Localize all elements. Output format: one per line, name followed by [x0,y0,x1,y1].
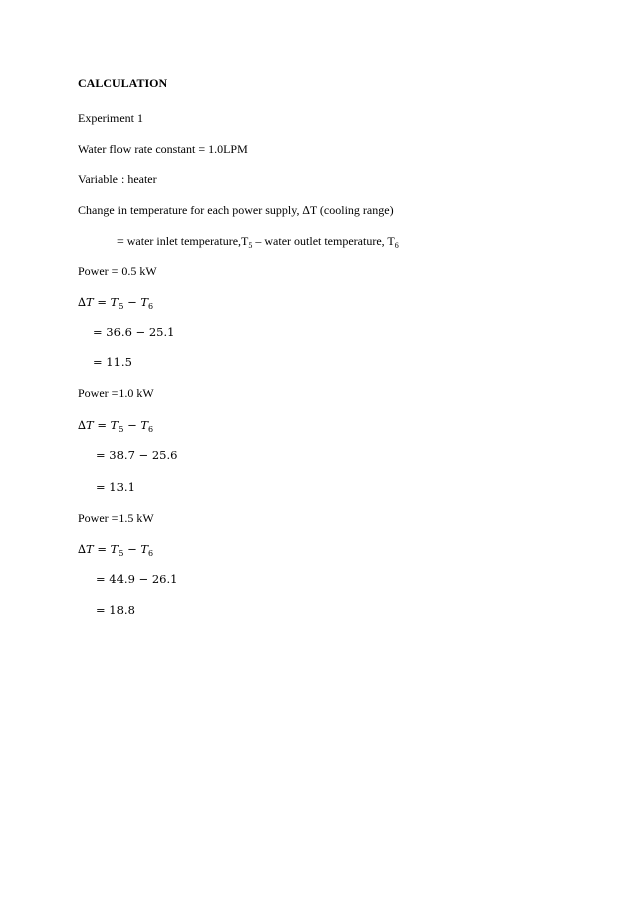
result-1: = 11.5 [93,355,132,369]
delta-var: T [86,418,94,432]
t5-var: T [110,418,119,432]
delta-equation-3 [78,542,153,556]
delta-symbol: ∆ [78,295,87,309]
t5-var: T [110,295,119,309]
equals: = [93,418,111,432]
delta-var: T [86,295,94,309]
t5-sub: 5 [118,302,124,311]
substitution-1: = 36.6 − 25.1 [93,325,175,339]
definition-sub-2: 6 [394,241,399,250]
delta-symbol: ∆ [78,418,87,432]
result-3: = 18.8 [96,603,135,617]
minus: − [123,542,141,556]
t6-var: T [140,418,149,432]
variable-text: Variable : heater [78,172,157,186]
power-line-1: Power = 0.5 kW [78,264,157,278]
power-line-2: Power =1.0 kW [78,386,154,400]
result-2: = 13.1 [96,480,135,494]
substitution-2: = 38.7 − 25.6 [96,448,178,462]
description-text: Change in temperature for each power supply, ∆T (cooling range) [78,203,394,217]
definition-sub-1: 5 [248,241,253,250]
t5-sub: 5 [118,425,124,434]
delta-equation-2 [78,418,153,432]
substitution-3: = 44.9 − 26.1 [96,572,178,586]
flow-rate-text: Water flow rate constant = 1.0LPM [78,142,248,156]
t6-sub: 6 [148,302,154,311]
delta-var: T [86,542,94,556]
minus: − [123,295,141,309]
experiment-label: Experiment 1 [78,111,143,125]
equals: = [93,542,111,556]
t6-sub: 6 [148,549,154,558]
definition-line [117,234,399,248]
minus: − [123,418,141,432]
t6-var: T [140,542,149,556]
t6-var: T [140,295,149,309]
t5-var: T [110,542,119,556]
delta-equation-1 [78,295,153,309]
equals: = [93,295,111,309]
definition-part-1: = water inlet temperature,T [117,234,249,248]
definition-part-2: – water outlet temperature, T [252,234,395,248]
delta-symbol: ∆ [78,542,87,556]
t5-sub: 5 [118,549,124,558]
t6-sub: 6 [148,425,154,434]
power-line-3: Power =1.5 kW [78,511,154,525]
page-heading: CALCULATION [78,76,168,90]
